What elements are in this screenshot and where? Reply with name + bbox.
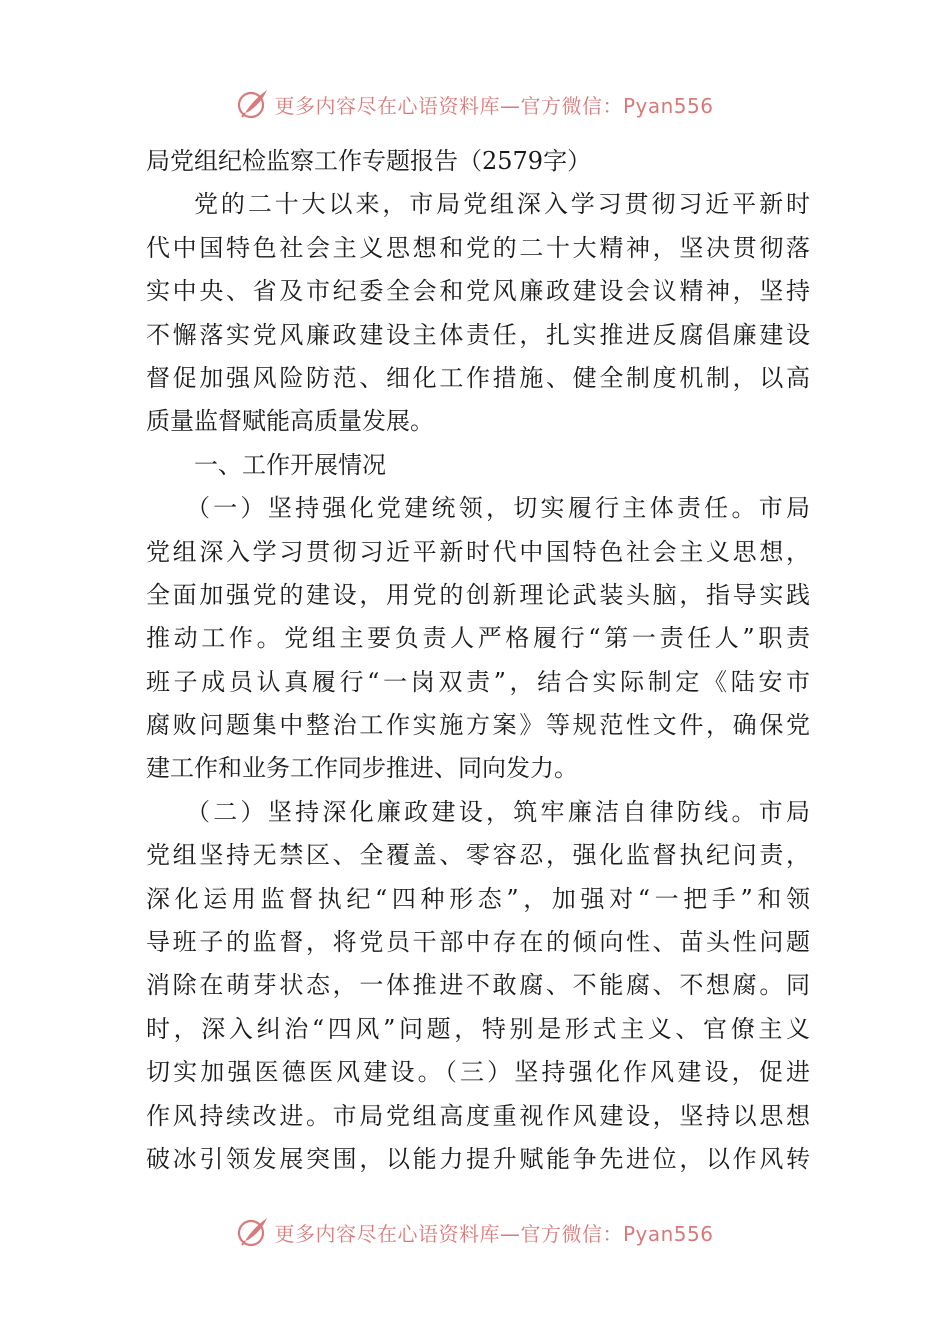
paragraph-line: 导班子的监督，将党员干部中存在的倾向性、苗头性问题 (146, 928, 810, 957)
paragraph-line: 党的二十大以来，市局党组深入学习贯彻习近平新时 (194, 190, 810, 219)
subsection-heading-line: （二）坚持深化廉政建设，筑牢廉洁自律防线。市局 (186, 797, 810, 826)
paragraph-line: 代中国特色社会主义思想和党的二十大精神，坚决贯彻落 (146, 233, 810, 262)
paragraph-line: 质量监督赋能高质量发展。 (146, 407, 434, 436)
header-watermark-banner (0, 84, 950, 124)
paragraph-line: 实中央、省及市纪委全会和党风廉政建设会议精神，坚持 (146, 277, 810, 306)
quill-pen-logo-icon (236, 1215, 270, 1249)
paragraph-line: 党组深入学习贯彻习近平新时代中国特色社会主义思想， (146, 537, 810, 566)
paragraph-line: 建工作和业务工作同步推进、同向发力。 (146, 754, 578, 783)
subsection-heading-line: （一）坚持强化党建统领，切实履行主体责任。市局 (186, 494, 810, 523)
paragraph-line: 切实加强医德医风建设。（三）坚持强化作风建设，促进 (146, 1058, 810, 1087)
quill-pen-logo-icon (236, 87, 270, 121)
header-watermark-text: 更多内容尽在心语资料库—官方微信：Pyan556 (274, 93, 714, 118)
paragraph-line: 党组坚持无禁区、全覆盖、零容忍，强化监督执纪问责， (146, 841, 810, 870)
paragraph-line: 消除在萌芽状态，一体推进不敢腐、不能腐、不想腐。同 (146, 971, 810, 1000)
paragraph-line: 腐败问题集中整治工作实施方案》等规范性文件，确保党 (146, 711, 810, 740)
paragraph-line: 破冰引领发展突围，以能力提升赋能争先进位，以作风转 (146, 1144, 810, 1173)
paragraph-line: 作风持续改进。市局党组高度重视作风建设，坚持以思想 (146, 1101, 810, 1130)
document-title: 局党组纪检监察工作专题报告（2579字） (146, 147, 592, 175)
paragraph-line: 时，深入纠治“四风”问题，特别是形式主义、官僚主义 (146, 1014, 810, 1043)
paragraph-line: 深化运用监督执纪“四种形态”，加强对“一把手”和领 (146, 884, 810, 913)
paragraph-line: 班子成员认真履行“一岗双责”，结合实际制定《陆安市 (146, 667, 810, 696)
footer-watermark-banner (0, 1212, 950, 1252)
paragraph-line: 推动工作。党组主要负责人严格履行“第一责任人”职责 (146, 624, 810, 653)
paragraph-line: 督促加强风险防范、细化工作措施、健全制度机制，以高 (146, 363, 810, 392)
paragraph-line: 全面加强党的建设，用党的创新理论武装头脑，指导实践 (146, 580, 810, 609)
document-body (146, 140, 810, 1181)
paragraph-line: 不懈落实党风廉政建设主体责任，扎实推进反腐倡廉建设 (146, 320, 810, 349)
section-heading: 一、工作开展情况 (194, 450, 386, 479)
footer-watermark-text: 更多内容尽在心语资料库—官方微信：Pyan556 (274, 1221, 714, 1246)
